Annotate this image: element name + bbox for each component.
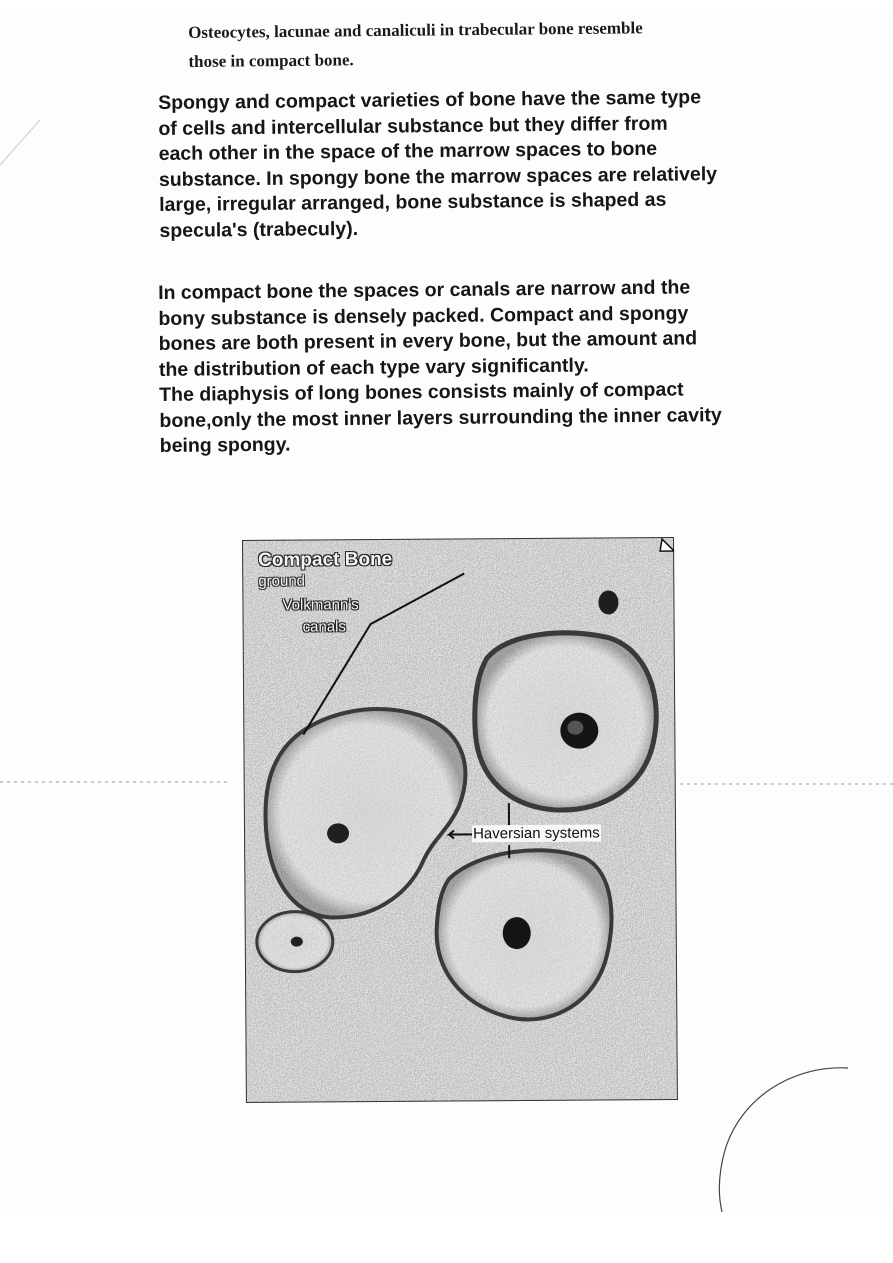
- text-line: In compact bone the spaces or canals are narrow and the: [158, 276, 691, 304]
- text-line: of cells and intercellular substance but they differ from: [158, 112, 668, 140]
- text-line: the distribution of each type vary significantly.: [158, 353, 589, 381]
- figure-subtitle: ground: [258, 572, 306, 590]
- volkmann-label-line-1: Volkmann's: [282, 596, 359, 614]
- text-line: specula's (trabeculy).: [159, 217, 359, 242]
- figure-title: Compact Bone: [258, 548, 393, 571]
- haversian-label: Haversian systems: [472, 824, 600, 843]
- scan-streak: [0, 120, 40, 165]
- heading-line-1: Osteocytes, lacunae and canaliculi in trabecular bone resemble: [188, 18, 643, 42]
- text-line: bones are both present in every bone, but the amount and: [158, 327, 698, 355]
- pen-arc-mark: [719, 1068, 848, 1212]
- heading-line-2: those in compact bone.: [188, 50, 354, 71]
- text-line: Spongy and compact varieties of bone have the same type: [158, 86, 702, 114]
- text-line: bony substance is densely packed. Compact and spongy: [158, 301, 689, 330]
- text-line: substance. In spongy bone the marrow spaces are relatively: [158, 162, 718, 191]
- text-line: bone,only the most inner layers surrounding the inner cavity: [159, 403, 722, 432]
- text-line: The diaphysis of long bones consists mainly of compact: [159, 378, 684, 406]
- volkmann-label-line-2: canals: [302, 618, 347, 636]
- text-line: each other in the space of the marrow spaces to bone: [158, 137, 658, 165]
- text-line: large, irregular arranged, bone substance is shaped as: [159, 188, 667, 216]
- text-line: being spongy.: [159, 433, 291, 457]
